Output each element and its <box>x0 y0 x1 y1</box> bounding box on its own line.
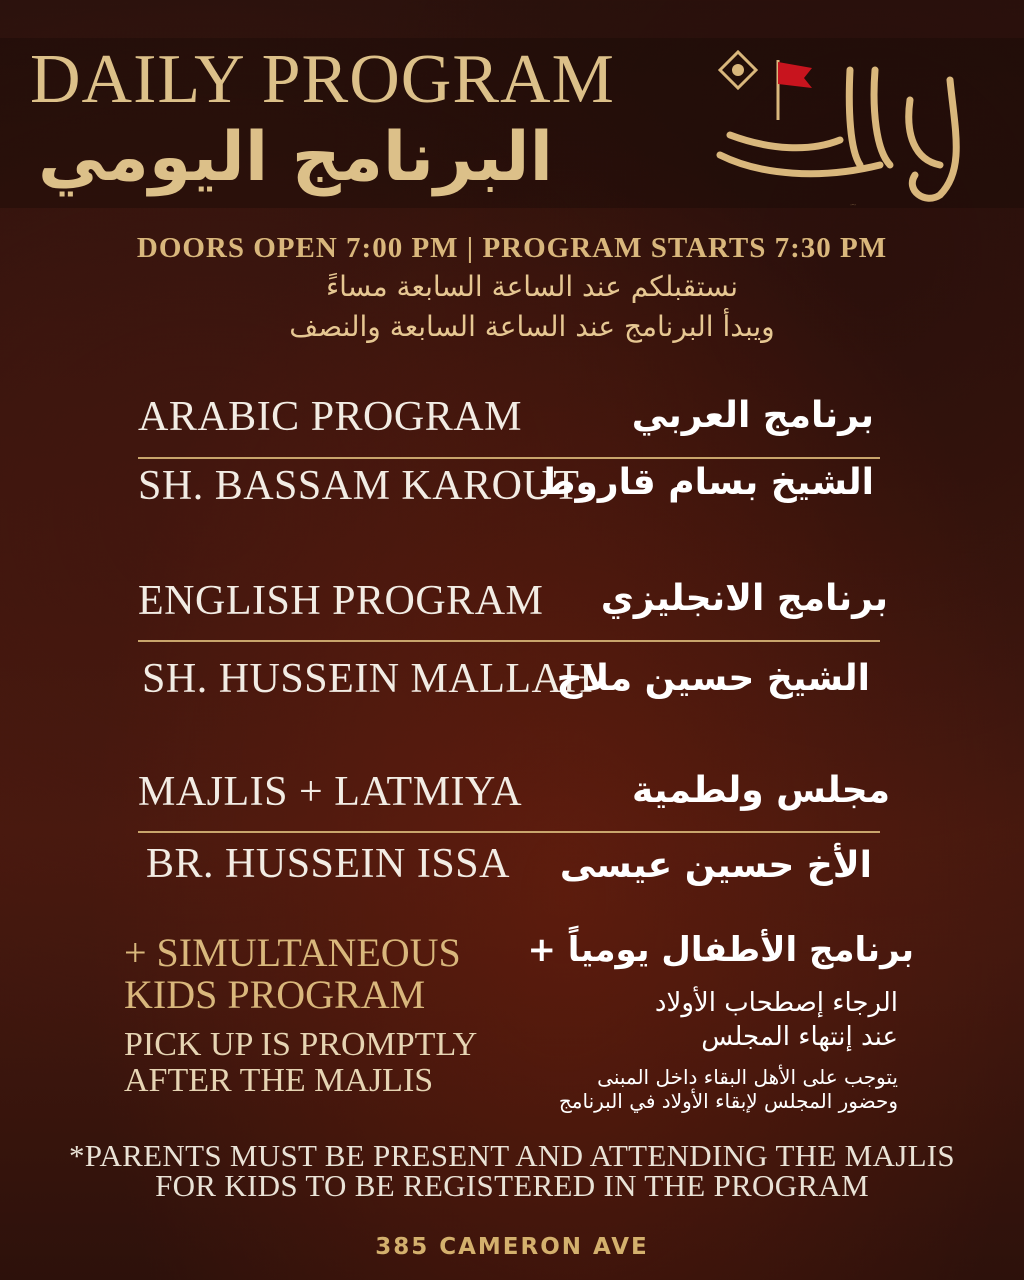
emblem-icon <box>720 52 756 88</box>
program-title-ar: برنامج الانجليزي <box>600 578 888 619</box>
flag-icon <box>778 60 812 120</box>
program-title-ar: برنامج العربي <box>631 395 874 436</box>
parents-notice-line2: FOR KIDS TO BE REGISTERED IN THE PROGRAM <box>155 1168 869 1203</box>
speaker-ar: الشيخ حسين ملاح <box>556 658 870 699</box>
speaker-en: BR. HUSSEIN ISSA <box>146 841 510 887</box>
note-ar-line1: يتوجب على الأهل البقاء داخل المبنى <box>597 1065 898 1089</box>
kids-title-en-line2: KIDS PROGRAM <box>124 972 426 1017</box>
page-title-arabic: البرنامج اليومي <box>38 118 553 197</box>
pickup-ar-line2: عند إنتهاء المجلس <box>701 1022 898 1052</box>
calligraphy-logo <box>700 40 990 210</box>
note-ar-line2: وحضور المجلس لإبقاء الأولاد في البرنامج <box>558 1089 898 1113</box>
times-arabic-line1: نستقبلكم عند الساعة السابعة مساءً <box>325 270 738 303</box>
divider <box>138 831 880 833</box>
pickup-en-line1: PICK UP IS PROMPTLY <box>124 1026 478 1063</box>
pickup-ar-line1: الرجاء إصطحاب الأولاد <box>654 988 898 1018</box>
calligraphy-strokes <box>720 70 956 198</box>
program-title-en: ENGLISH PROGRAM <box>138 578 544 624</box>
divider <box>138 640 880 642</box>
address: 385 CAMERON AVE <box>375 1234 649 1260</box>
kids-title-ar: + برنامج الأطفال يومياً <box>527 930 914 970</box>
program-title-en: MAJLIS + LATMIYA <box>138 769 523 815</box>
speaker-ar: الأخ حسين عيسى <box>559 845 872 886</box>
svg-text:وبشر الصابرين: وبشر الصابرين <box>850 205 857 206</box>
speaker-en: SH. BASSAM KAROUT <box>138 463 580 509</box>
page-title: DAILY PROGRAM <box>30 41 615 118</box>
divider <box>138 457 880 459</box>
speaker-ar: الشيخ بسام قاروط <box>538 462 874 503</box>
speaker-en: SH. HUSSEIN MALLAH <box>142 656 594 702</box>
pickup-en-line2: AFTER THE MAJLIS <box>124 1062 434 1099</box>
doors-open-times: DOORS OPEN 7:00 PM | PROGRAM STARTS 7:30 PM <box>136 232 888 264</box>
parents-notice-line1: *PARENTS MUST BE PRESENT AND ATTENDING THE MAJLIS <box>69 1138 955 1173</box>
kids-title-en-line1: + SIMULTANEOUS <box>124 930 461 975</box>
times-arabic-line2: ويبدأ البرنامج عند الساعة السابعة والنصف <box>289 310 775 343</box>
logo-graphic <box>700 40 990 210</box>
program-title-en: ARABIC PROGRAM <box>138 394 522 440</box>
program-title-ar: مجلس ولطمية <box>632 770 890 811</box>
